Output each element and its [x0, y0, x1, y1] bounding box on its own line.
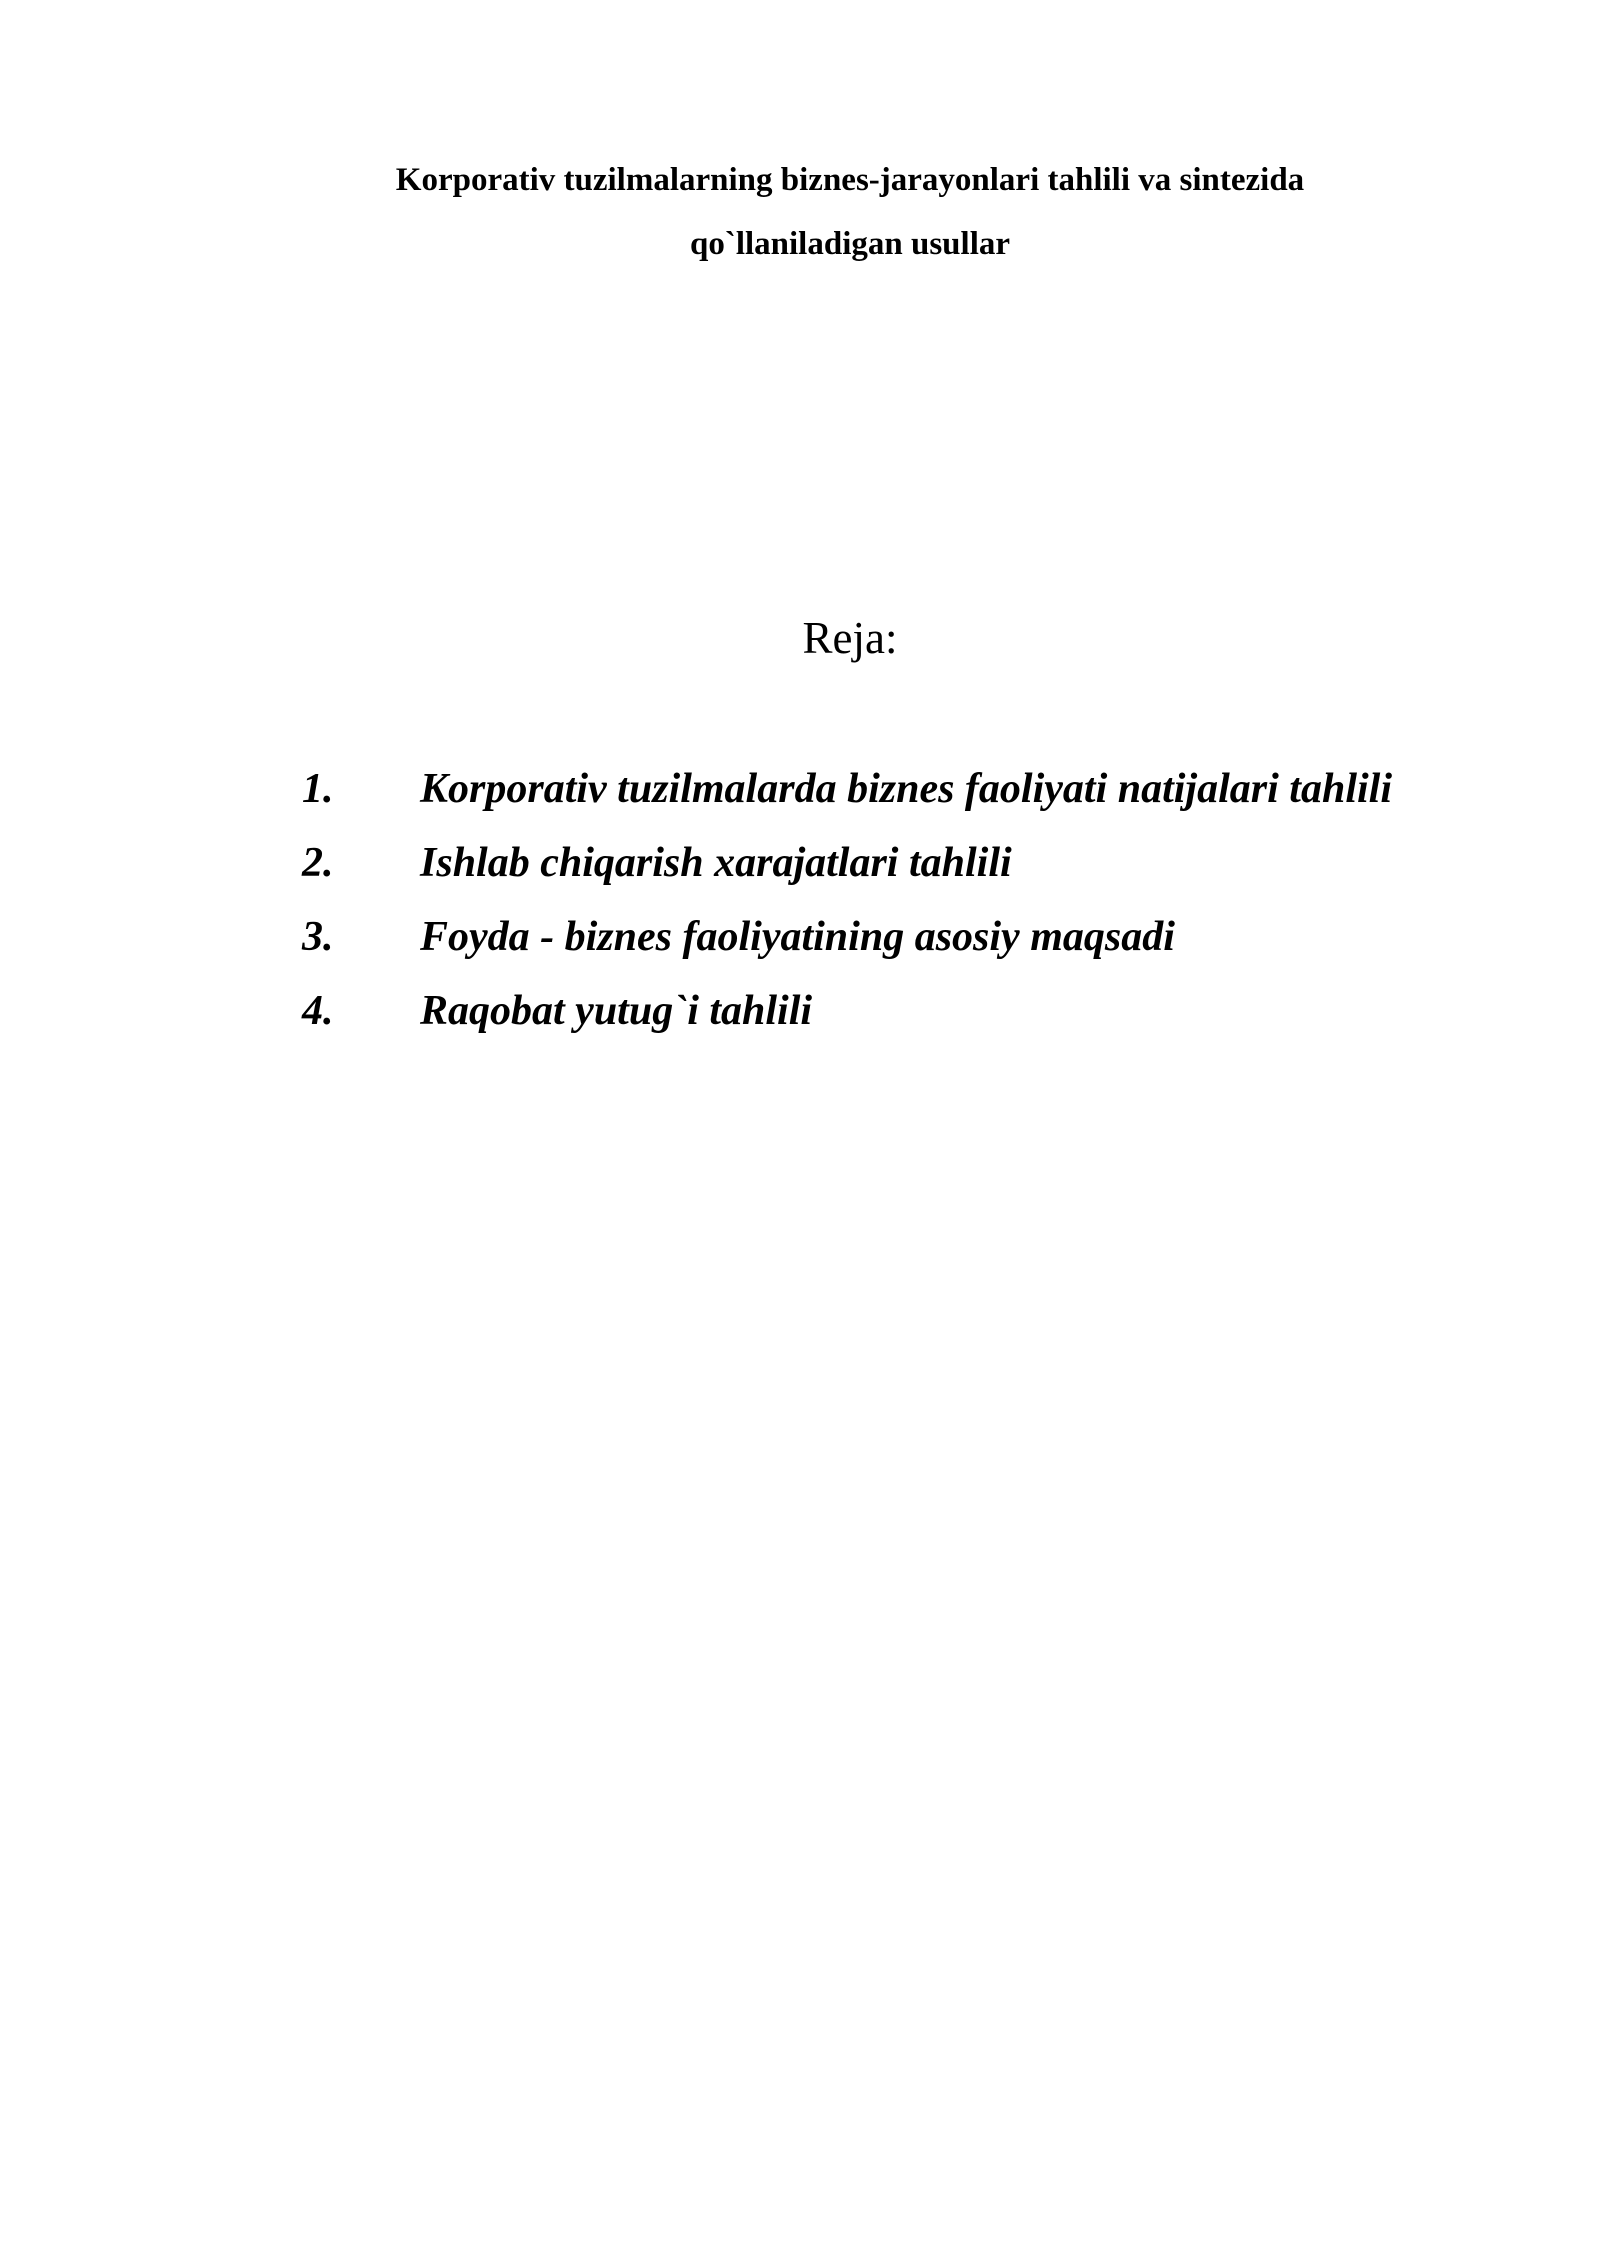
plan-item-4: [302, 974, 1502, 1048]
plan-item-number: 4.: [302, 988, 334, 1034]
plan-item-2: [302, 826, 1502, 900]
document-title-line-2: qo`llaniladigan usullar: [689, 226, 1011, 262]
plan-heading: Reja:: [802, 613, 898, 663]
plan-item-text: Raqobat yutug`i tahlili: [420, 988, 813, 1034]
plan-item-text: Korporativ tuzilmalarda biznes faoliyati natijalari tahlili: [420, 766, 1392, 812]
plan-item-1: [302, 752, 1502, 826]
plan-item-text: Foyda - biznes faoliyatining asosiy maqsadi: [420, 914, 1175, 960]
plan-item-3: [302, 900, 1502, 974]
plan-item-number: 2.: [302, 840, 334, 886]
plan-list: [302, 752, 1502, 1048]
plan-item-text: Ishlab chiqarish xarajatlari tahlili: [420, 840, 1012, 886]
plan-item-number: 3.: [302, 914, 334, 960]
document-title-line-1: Korporativ tuzilmalarning biznes-jarayonlari tahlili va sintezida: [395, 162, 1305, 198]
document-title: [320, 148, 1380, 276]
plan-item-number: 1.: [302, 766, 334, 812]
